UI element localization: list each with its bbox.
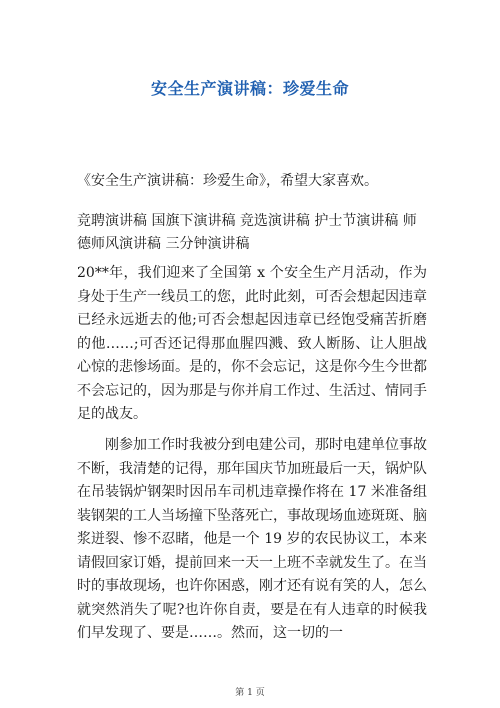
intro-line: 《安全生产演讲稿：珍爱生命》，希望大家喜欢。	[77, 173, 378, 189]
related-tags: 竞聘演讲稿 国旗下演讲稿 竞选演讲稿 护士节演讲稿 师德师风演讲稿 三分钟演讲稿	[77, 213, 417, 252]
paragraph-2: 刚参加工作时我被分到电建公司，那时电建单位事故不断，我清楚的记得，那年国庆节加班最后一天，锅炉队在吊装锅炉钢架时因吊车司机违章操作将在 17 米准备组装钢架的工人当场撞下坠落死亡，事故现场血迹斑斑、脑浆迸裂、惨不忍睹，他是一个 19 岁的农民协议工，本来请假回家订婚，提前回来一天一上班不幸就发生了。在当时的事故现场，也许你困惑，刚才还有说有笑的人，怎么就突然消失了呢?也许你自责，要是在有人违章的时候我们早发现了、要是……。然而，这一切的一	[77, 437, 427, 641]
document-title: 安全生产演讲稿：珍爱生命	[150, 79, 349, 98]
page-number: 第 1 页	[235, 688, 265, 698]
paragraph-1: 20**年，我们迎来了全国第 x 个安全生产月活动，作为身处于生产一线员工的您，此时此刻，可否会想起因违章已经永远逝去的他;可否会想起因违章已经饱受痛苦折磨的他……;可否还记得那血腥四溅、致人断肠、让人胆战心惊的悲惨场面。是的，你不会忘记，这是你今生今世都不会忘记的，因为那是与你并肩工作过、生活过、情同手足的战友。	[77, 265, 427, 422]
